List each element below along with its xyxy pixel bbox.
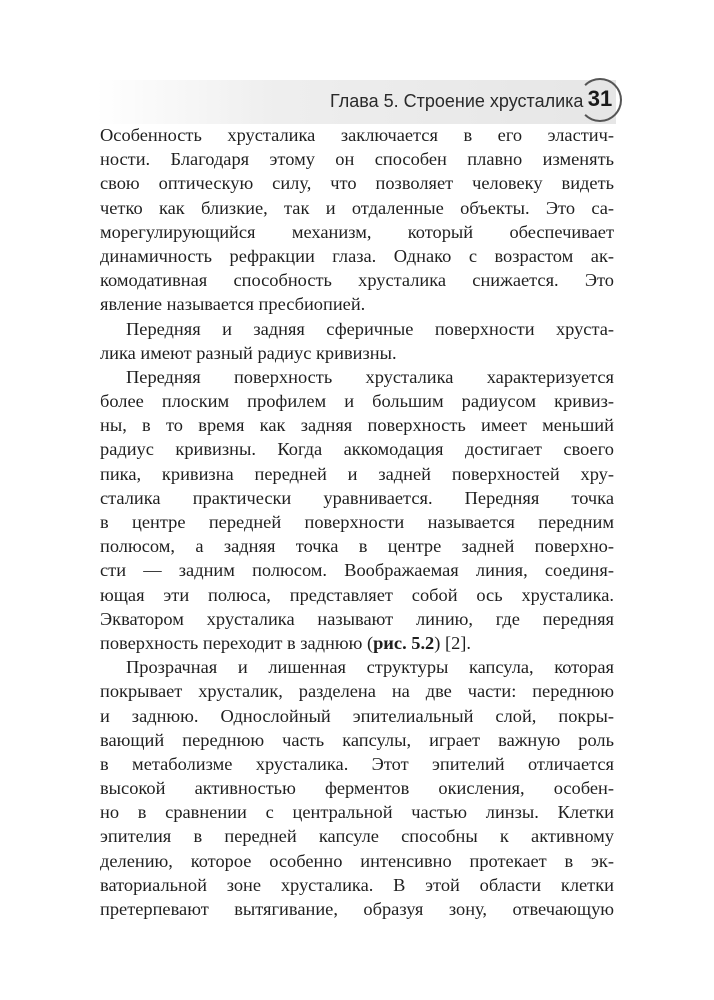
text-line: Передняя и задняя сферичные поверхности хруста- xyxy=(126,318,614,339)
text-line: покрывает хрусталик, разделена на две части: переднюю xyxy=(100,681,614,702)
text-line: Передняя поверхность хрусталика характеризуется xyxy=(126,366,614,387)
text-fragment: поверхность переходит в заднюю ( xyxy=(100,632,374,653)
text-line: радиус кривизны. Когда аккомодация достигает своего xyxy=(100,439,614,460)
text-line: более плоским профилем и большим радиусом кривиз- xyxy=(100,391,614,412)
paragraph xyxy=(100,365,614,655)
text-line: явление называется пресбиопией. xyxy=(100,294,366,315)
text-line: ны, в то время как задняя поверхность имеет меньший xyxy=(100,415,614,436)
text-line: пика, кривизна передней и задней поверхностей хру- xyxy=(100,463,614,484)
text-line: высокой активностью ферментов окисления, особен- xyxy=(100,778,614,799)
text-line: комодативная способность хрусталика снижается. Это xyxy=(100,270,614,291)
text-line: полюсом, а задняя точка в центре задней поверхно- xyxy=(100,536,614,557)
text-line: в центре передней поверхности называется передним xyxy=(100,512,614,532)
paragraph xyxy=(100,655,614,921)
paragraph xyxy=(100,317,614,365)
text-line: Особенность хрусталика заключается в его эластич- xyxy=(100,125,614,145)
paragraph xyxy=(100,123,614,317)
text-line: четко как близкие, так и отдаленные объекты. Это са- xyxy=(100,197,614,218)
text-line: делению, которое особенно интенсивно протекает в эк- xyxy=(100,850,614,871)
text-line: Экватором хрусталика называют линию, где передняя xyxy=(100,608,614,629)
text-line: но в сравнении с центральной частью линзы. Клетки xyxy=(100,802,614,823)
text-line: ности. Благодаря этому он способен плавно изменять xyxy=(100,149,614,170)
text-fragment: ) [2]. xyxy=(434,632,472,653)
text-line: вающий переднюю часть капсулы, играет важную роль xyxy=(100,729,614,750)
text-line: эпителия в передней капсуле способны к активному xyxy=(100,826,614,847)
text-line: Прозрачная и лишенная структуры капсула, которая xyxy=(126,657,614,678)
text-line: ющая эти полюса, представляет собой ось хрусталика. xyxy=(100,584,614,605)
text-line: и заднюю. Однослойный эпителиальный слой, покры- xyxy=(100,705,614,726)
text-line: сти — задним полюсом. Воображаемая линия, соединя- xyxy=(100,560,614,581)
chapter-title: Глава 5. Строение хрусталика xyxy=(330,91,584,111)
text-line: ваториальной зоне хрусталика. В этой области клетки xyxy=(100,874,614,895)
text-line: сталика практически уравнивается. Передняя точка xyxy=(100,487,614,508)
body-text xyxy=(100,123,614,921)
text-line-with-figure-ref xyxy=(100,631,614,655)
text-line: морегулирующийся механизм, который обеспечивает xyxy=(100,221,614,242)
text-line: свою оптическую силу, что позволяет человеку видеть xyxy=(100,173,614,194)
figure-reference: рис. 5.2 xyxy=(373,632,435,653)
text-line: в метаболизме хрусталика. Этот эпителий отличается xyxy=(100,753,614,774)
text-line: претерпевают вытягивание, образуя зону, отвечающую xyxy=(100,899,614,919)
page-number: 31 xyxy=(587,86,613,111)
text-line: динамичность рефракции глаза. Однако с возрастом ак- xyxy=(100,245,614,266)
text-line: лика имеют разный радиус кривизны. xyxy=(100,342,397,363)
